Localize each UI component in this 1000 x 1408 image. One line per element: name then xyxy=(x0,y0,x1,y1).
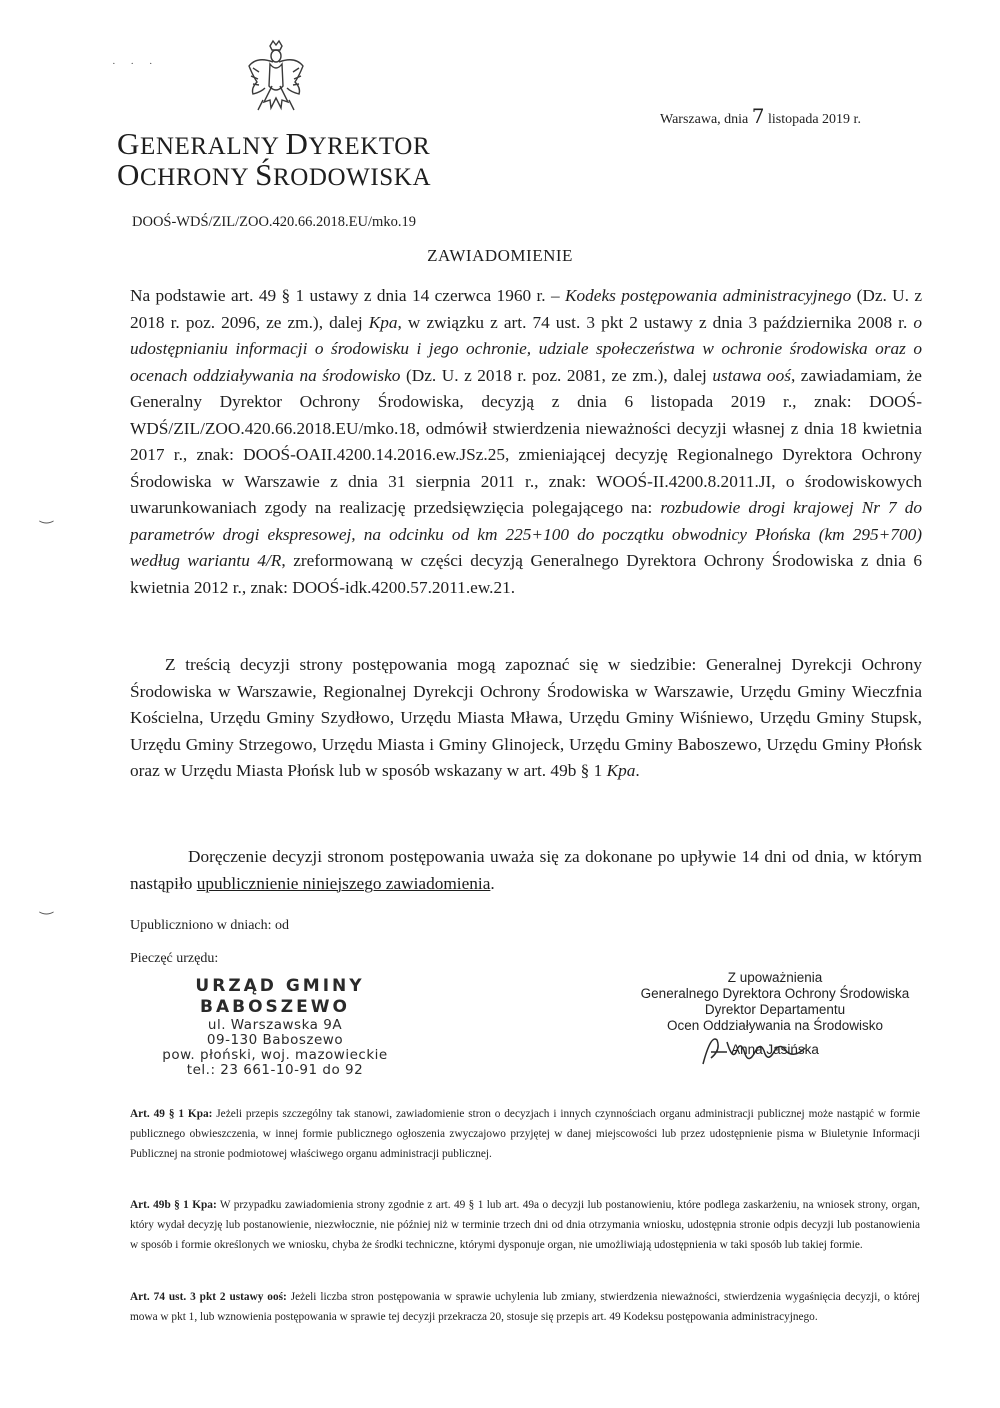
date-day: 7 xyxy=(751,104,765,128)
heading-rest: ENERALNY xyxy=(140,133,286,160)
heading-rest: YREKTOR xyxy=(308,133,431,160)
text-run-italic: o udostępnianiu informacji o środowisku i jego ochronie, udziale społeczeństwa w ochronie środowiska oraz o ocenach oddziaływania na środowisko xyxy=(130,312,922,385)
stamp-line: URZĄD GMINY xyxy=(195,976,365,996)
footnote-art-49 xyxy=(130,1104,920,1164)
document-date xyxy=(660,104,861,128)
text-run-italic: Kpa xyxy=(606,761,636,780)
heading-initial: O xyxy=(117,157,140,192)
stamp-line: pow. płoński, woj. mazowieckie xyxy=(162,1047,388,1063)
heading-initial: Ś xyxy=(255,157,273,192)
stamp-line: tel.: 23 661-10-91 do 92 xyxy=(186,1062,364,1078)
text-run: Z treścią decyzji strony postępowania mogą zapoznać się w siedzibie: Generalnej Dyrekcji Ochrony Środowiska w Warszawie, Regionalnej Dyrekcji Ochrony Środowiska w Warszawie, Urzędu Gminy Wieczfnia Kościelna, Urzędu Gminy Szydłowo, Urzędu Miasta Mława, Urzędu Gminy Wiśniewo, Urzędu Gminy Stupsk, Urzędu Gminy Strzegowo, Urzędu Miasta i Gminy Glinojeck, Urzędu Gminy Baboszewo, Urzędu Gminy Płońsk oraz w Urzędu Miasta Płońsk lub w sposób wskazany w art. 49b § 1 xyxy=(130,655,922,780)
office-stamp xyxy=(150,976,400,1078)
paragraph-delivery xyxy=(130,844,922,897)
polish-eagle-emblem-icon xyxy=(243,38,309,118)
text-run: (Dz. U. z 2018 r. poz. 2081, ze zm.), dalej xyxy=(400,365,713,385)
text-run-italic: Kpa xyxy=(368,312,398,332)
footnote-label: Art. 74 ust. 3 pkt 2 ustawy ooś: xyxy=(130,1291,287,1303)
footnote-art-74 xyxy=(130,1287,920,1327)
text-run: , w związku z art. 74 ust. 3 pkt 2 ustawy z dnia 3 października 2008 r. xyxy=(397,312,914,332)
footnote-text: Jeżeli przepis szczególny tak stanowi, zawiadomienie stron o decyzjach i innych czynnościach organu administracji publicznej może nastąpić w formie publicznego obwieszczenia, w innej formie publicznego ogłoszenia zwyczajowo przyjętej w danej miejscowości lub przez udostępnienie pisma w Biuletynie Informacji Publicznej na stronie podmiotowej właściwego organu administracji publicznej. xyxy=(130,1108,920,1160)
text-run-underlined: upublicznienie niniejszego zawiadomienia xyxy=(196,873,491,893)
margin-mark: ‿ xyxy=(40,898,53,915)
footnote-text: W przypadku zawiadomienia strony zgodnie z art. 49 § 1 lub art. 49a o decyzji lub postanowieniu, które podlega zaskarżeniu, na wniosek strony, organ, który wydał decyzję lub postanowienie, niezwłocznie, nie później niż w terminie trzech dni od dnia otrzymania wniosku, udostępnia stronie odpis decyzji lub postanowienia w sposób i formie określonych we wniosku, chyba że środki techniczne, którymi dysponuje organ, nie umożliwiają udostępnienia w taki sposób lub takiej formie. xyxy=(130,1199,920,1251)
text-run: Doręczenie decyzji stronom postępowania uważa się za dokonane po upływie 14 dni od dnia, w którym nastąpiło xyxy=(130,847,922,893)
text-run-italic: ustawa ooś xyxy=(712,365,791,385)
authorization-line: Generalnego Dyrektora Ochrony Środowiska xyxy=(640,986,910,1001)
date-prefix: Warszawa, dnia xyxy=(660,112,749,127)
date-suffix: listopada 2019 r. xyxy=(768,112,861,127)
heading-rest: CHRONY xyxy=(140,164,256,191)
authorization-line: Ocen Oddziaływania na Środowisko xyxy=(666,1018,884,1033)
text-run-italic: rozbudowie drogi krajowej Nr 7 do parametrów drogi ekspresowej, na odcinku od km 225+100 do początku obwodnicy Płońska (km 295+700) według wariantu 4/R xyxy=(130,498,922,570)
stamp-line: 09-130 Baboszewo xyxy=(206,1032,344,1048)
heading-rest: RODOWISKA xyxy=(272,164,432,191)
handwritten-signature-icon xyxy=(693,1028,843,1074)
text-run: . xyxy=(635,761,640,780)
reference-number: DOOŚ-WDŚ/ZIL/ZOO.420.66.2018.EU/mko.19 xyxy=(132,214,416,230)
paragraph-access-locations xyxy=(130,652,922,785)
authority-heading-line2 xyxy=(117,157,431,193)
footnote-label: Art. 49b § 1 Kpa: xyxy=(130,1199,217,1211)
text-run: (Dz. U. z 2018 r. poz. 2096, ze zm.), dalej xyxy=(130,286,922,332)
stamp-label: Pieczęć urzędu: xyxy=(130,951,219,966)
signatory-name: Anna Jasińska xyxy=(731,1042,819,1057)
published-label: Upubliczniono w dniach: od xyxy=(130,918,290,933)
paragraph-legal-basis xyxy=(130,283,922,601)
heading-initial: D xyxy=(285,126,309,161)
stamp-line: BABOSZEWO xyxy=(200,997,350,1017)
footnote-text: Jeżeli liczba stron postępowania w sprawie uchylenia lub zmiany, stwierdzenia nieważności, stwierdzenia wygaśnięcia decyzji, o której mowa w pkt 1, lub wznowienia postępowania w sprawie tej decyzji przekracza 20, stosuje się przepis art. 49 Kodeksu postępowania administracyjnego. xyxy=(130,1291,920,1323)
text-run: , zawiadamiam, że Generalny Dyrektor Ochrony Środowiska, decyzją z dnia 6 listopada 2019 r., znak: DOOŚ-WDŚ/ZIL/ZOO.420.66.2018.EU/mko.18, odmówił stwierdzenia nieważności decyzji własnej z dnia 18 kwietnia 2017 r., znak: DOOŚ-OAII.4200.14.2016.ew.JSz.25, zmieniającej decyzję Regionalnego Dyrektora Ochrony Środowiska w Warszawie z dnia 31 sierpnia 2011 r., znak: WOOŚ-II.4200.8.2011.JI, o środowiskowych uwarunkowaniach zgody na realizację przedsięwzięcia polegającego na: xyxy=(130,365,922,517)
text-run: . xyxy=(490,873,495,893)
text-run: , zreformowaną w części decyzją Generalnego Dyrektora Ochrony Środowiska z dnia 6 kwietnia 2012 r., znak: DOOŚ-idk.4200.57.2011.ew.21. xyxy=(130,551,922,597)
authorization-line: Dyrektor Departamentu xyxy=(704,1002,846,1017)
footnote-art-49b xyxy=(130,1195,920,1255)
authorization-line: Z upoważnienia xyxy=(727,970,823,985)
document-title: ZAWIADOMIENIE xyxy=(427,246,573,265)
scan-mark: · · · xyxy=(112,58,159,70)
stamp-line: ul. Warszawska 9A xyxy=(207,1017,343,1033)
text-run: Na podstawie art. 49 § 1 ustawy z dnia 14 czerwca 1960 r. – xyxy=(130,286,565,305)
heading-initial: G xyxy=(117,126,140,161)
margin-mark: ‿ xyxy=(40,507,53,524)
text-run-italic: Kodeks postępowania administracyjnego xyxy=(564,286,852,305)
footnote-label: Art. 49 § 1 Kpa: xyxy=(130,1108,213,1120)
